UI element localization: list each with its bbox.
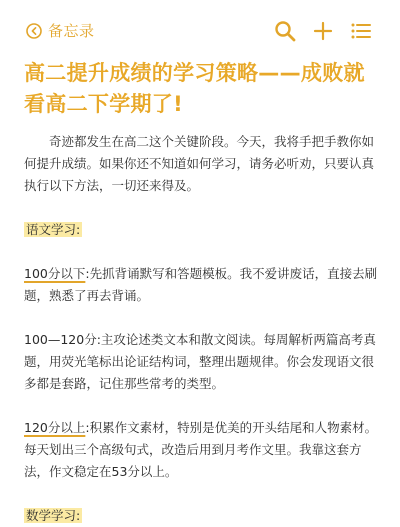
score-item-paragraph xyxy=(24,417,380,483)
score-item-text: :主攻论述类文本和散文阅读。每周解析两篇高考真题，用荧光笔标出论证结构词，整理出题规律。你会发现语文很多都是套路，记住那些常考的类型。 xyxy=(24,332,376,391)
score-item-paragraph xyxy=(24,263,380,307)
back-button[interactable] xyxy=(26,20,95,42)
spacer xyxy=(24,241,380,263)
score-range-label: 100分以下 xyxy=(24,266,86,281)
section-heading-chinese xyxy=(24,219,380,241)
section-heading-math xyxy=(24,505,380,527)
top-bar xyxy=(0,0,400,60)
spacer xyxy=(24,395,380,417)
score-range-label: 100—120分 xyxy=(24,332,97,347)
section-heading-math-text: 数学学习: xyxy=(26,508,81,523)
score-item-text: :积累作文素材，特别是优美的开头结尾和人物素材。每天划出三个高级句式，改造后用到月考作文里。我靠这套方法，作文稳定在53分以上。 xyxy=(24,420,378,479)
score-item-text: :先抓背诵默写和答题模板。我不爱讲废话，直接去刷题，熟悉了再去背诵。 xyxy=(24,266,378,303)
back-chevron-icon xyxy=(26,23,42,39)
plus-icon[interactable] xyxy=(311,19,335,43)
search-icon[interactable] xyxy=(273,19,297,43)
spacer xyxy=(24,197,380,219)
intro-paragraph: 奇迹都发生在高二这个关键阶段。今天，我将手把手教你如何提升成绩。如果你还不知道如何学习，请务必听劝，只要认真执行以下方法，一切还来得及。 xyxy=(24,134,375,193)
spacer xyxy=(24,307,380,329)
note-title: 高二提升成绩的学习策略——成败就看高二下学期了! xyxy=(24,61,365,116)
toolbar-actions xyxy=(273,19,373,43)
section-heading-chinese-text: 语文学习: xyxy=(26,222,81,237)
list-menu-icon[interactable] xyxy=(349,19,373,43)
score-range-label: 120分以上 xyxy=(24,420,86,435)
spacer xyxy=(24,483,380,505)
score-item-paragraph xyxy=(24,329,380,395)
note-body[interactable] xyxy=(24,131,380,527)
back-label: 备忘录 xyxy=(48,22,95,40)
